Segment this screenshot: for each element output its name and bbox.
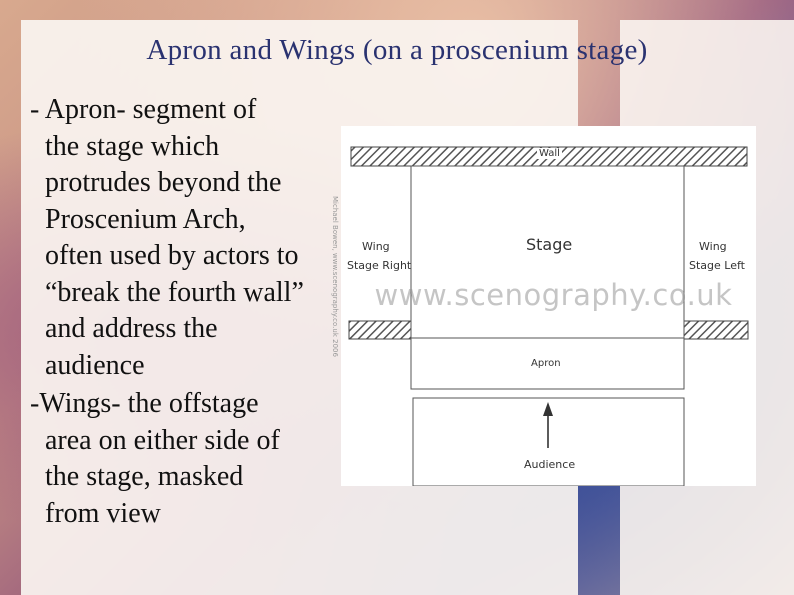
proscenium-right-hatch — [684, 321, 748, 339]
wing-left-sub-label: Stage Right — [347, 259, 412, 272]
bullet-list — [30, 92, 360, 532]
proscenium-left-hatch — [349, 321, 411, 339]
bullet-line: and address the — [45, 313, 218, 344]
bullet-apron — [30, 92, 360, 384]
wing-right-sub-label: Stage Left — [689, 259, 745, 272]
bullet-line: Proscenium Arch, — [45, 203, 246, 235]
bullet-wings — [30, 386, 360, 532]
bullet-line: audience — [45, 349, 145, 381]
stage-diagram — [341, 126, 756, 486]
watermark-text: www.scenography.co.uk — [374, 278, 733, 312]
bullet-line: -Wings- the offstage — [30, 388, 259, 419]
bullet-line: from view — [45, 497, 161, 529]
bullet-line: often used by actors to — [45, 240, 299, 271]
wing-left-label: Wing — [362, 240, 390, 253]
stage-label: Stage — [526, 235, 573, 254]
bullet-line: protrudes beyond the — [45, 167, 282, 198]
apron-label: Apron — [531, 358, 561, 369]
wing-right-label: Wing — [699, 240, 727, 253]
bullet-line: the stage, masked — [45, 461, 244, 492]
bullet-line: “break the fourth wall” — [45, 276, 304, 308]
bullet-line: - Apron- segment of — [30, 94, 257, 125]
bullet-line: area on either side of — [45, 424, 280, 456]
bullet-line: the stage which — [45, 130, 220, 162]
slide-title: Apron and Wings (on a proscenium stage) — [146, 34, 648, 66]
wall-label: Wall — [539, 148, 560, 159]
audience-label: Audience — [524, 458, 576, 471]
